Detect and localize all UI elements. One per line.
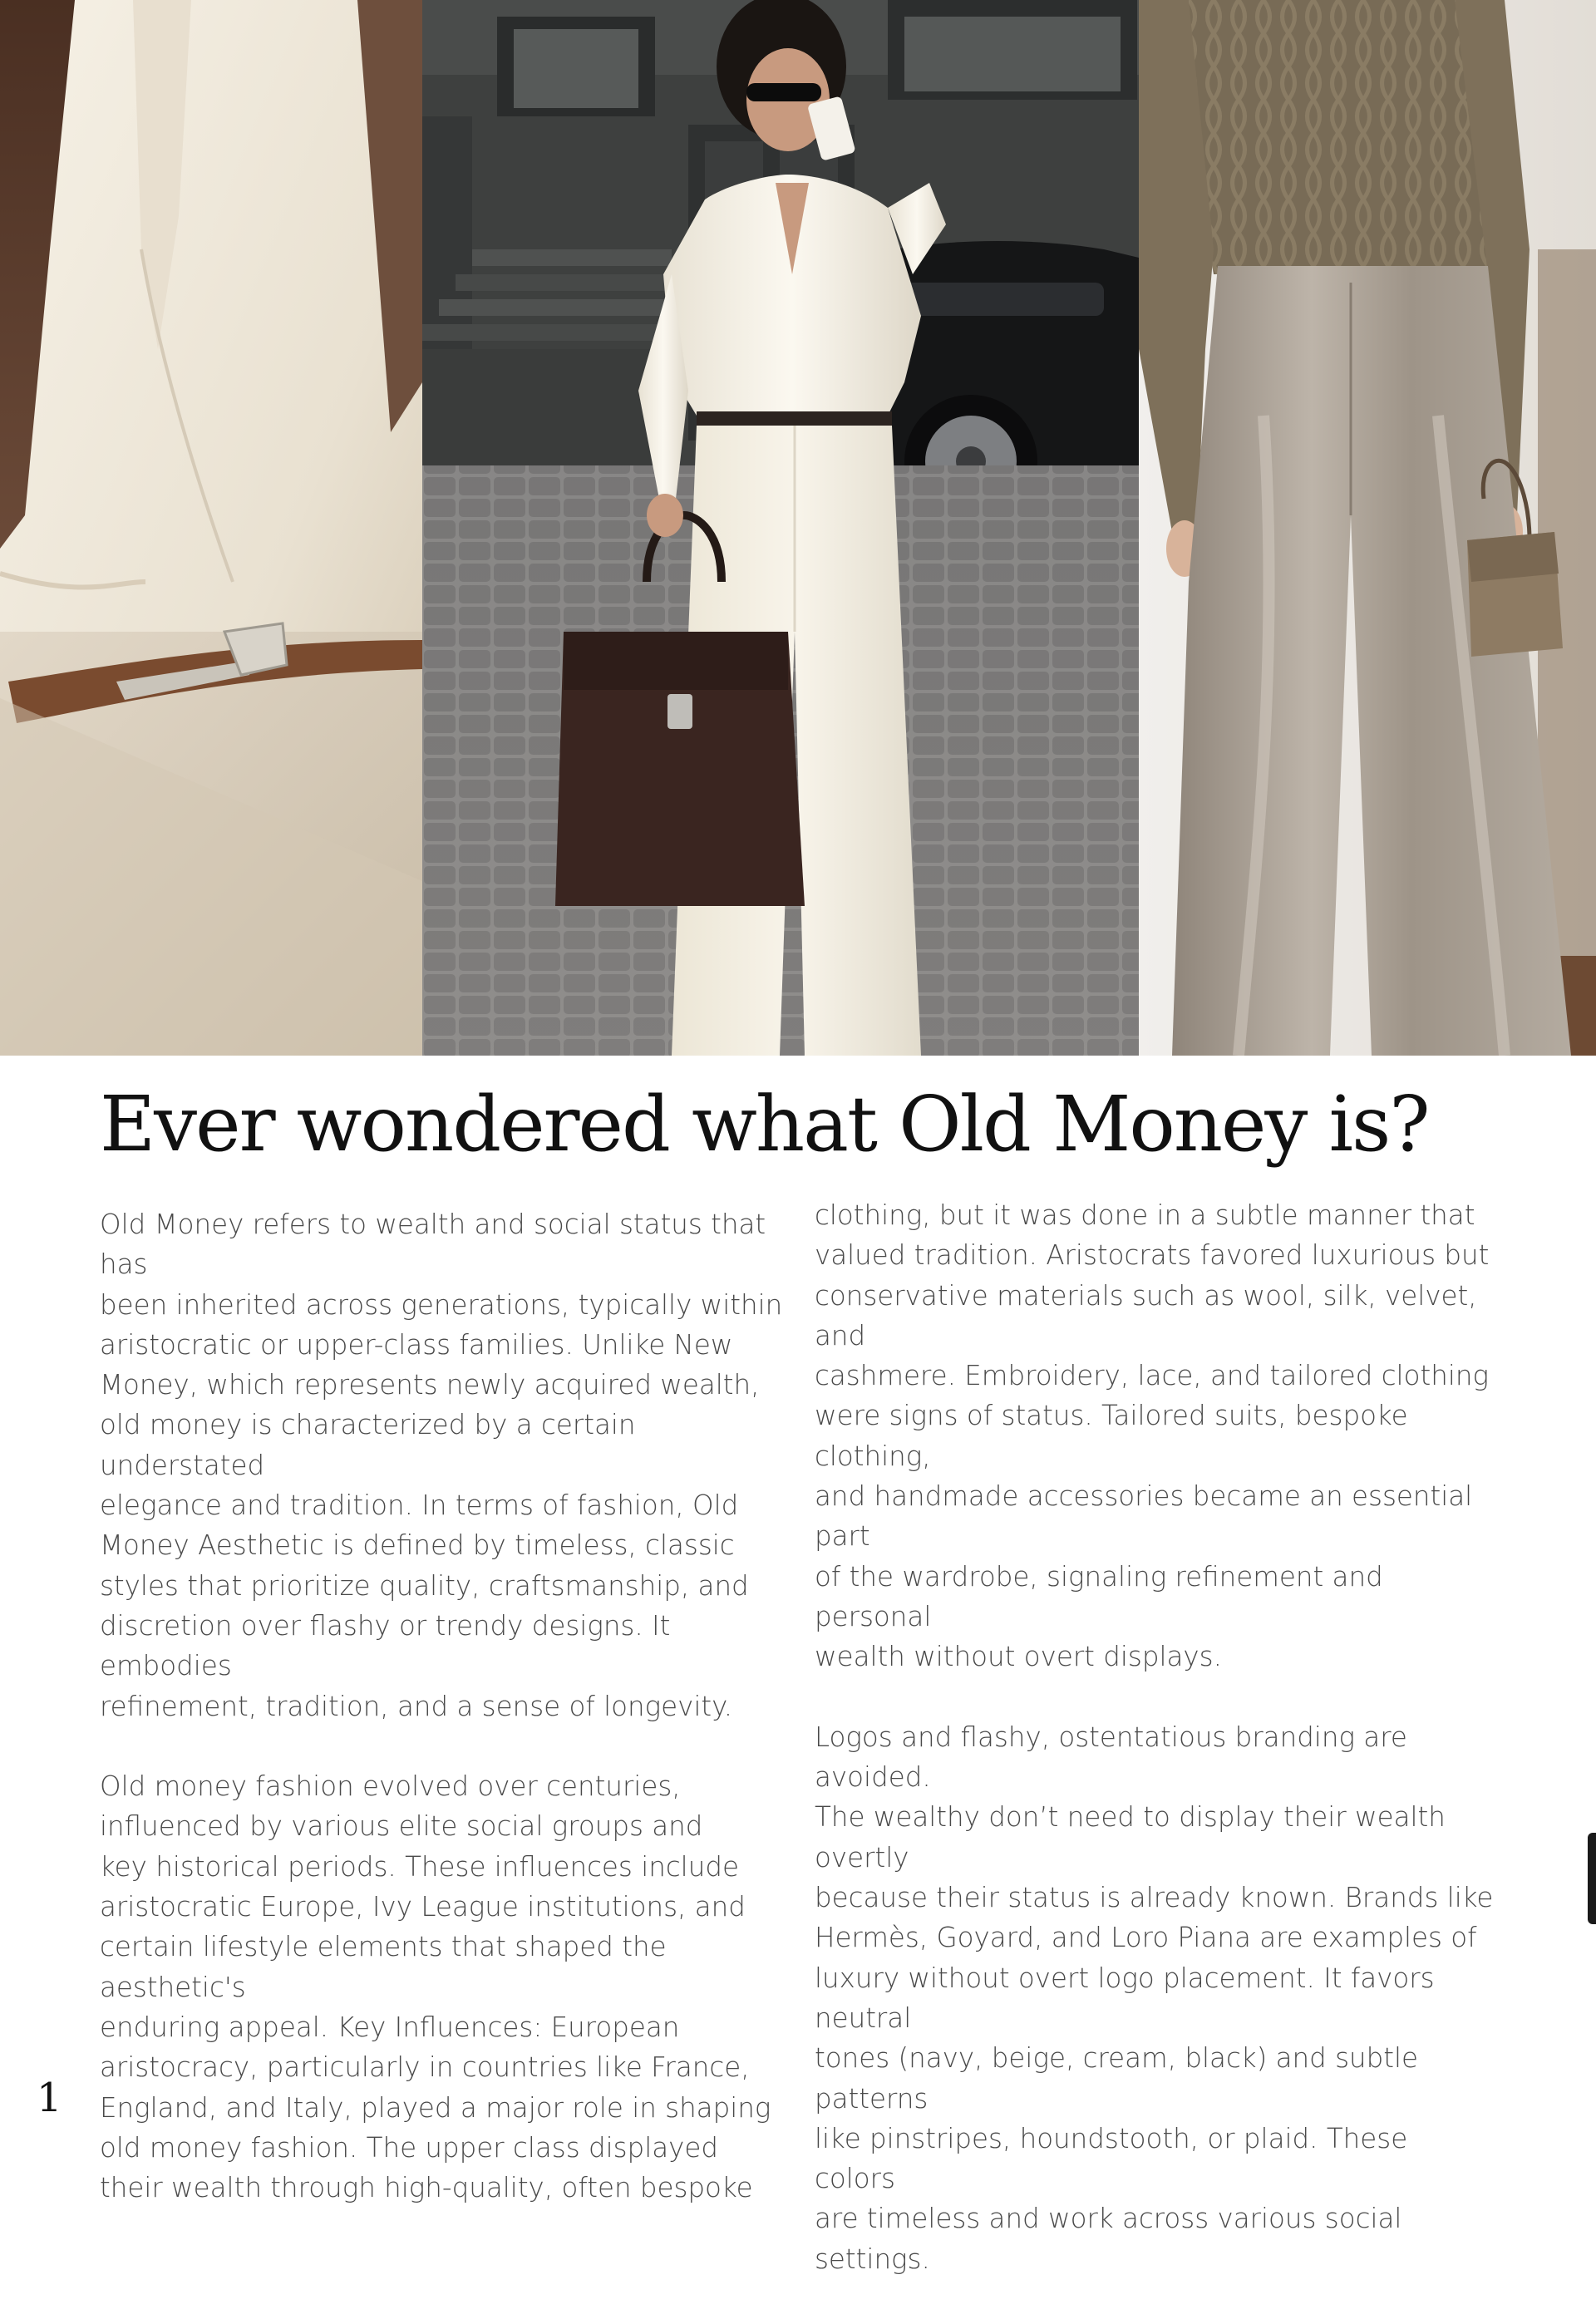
article-column-right — [815, 1195, 1496, 2319]
photo-collage — [0, 0, 1596, 1056]
photo-blouse-belt — [0, 0, 422, 1056]
page-number: 1 — [37, 2075, 62, 2121]
paragraph-materials: clothing, but it was done in a subtle manner that valued tradition. Aristocrats favored luxurious but conservative materials such as wool, silk, velvet, and cashmere. Embroidery, lace, and tailored clothing were signs of status. Tailored suits, bespoke clothing, and handmade accessories became an essential part of the wardrobe, signaling refinement and personal wealth without overt displays. — [815, 1199, 1490, 1673]
paragraph-history: Old money fashion evolved over centuries, influenced by various elite social groups and key historical periods. These influences include aristocratic Europe, Ivy League institutions, and certain lifestyle elements that shaped the aesthetic's enduring appeal. Key Influences: European aristocracy, particularly in countries like France, England, and Italy, played a major role in shaping old money fashion. The upper class displayed their wealth through high-quality, often bespoke — [100, 1770, 771, 2204]
page-title: Ever wondered what Old Money is? — [100, 1080, 1429, 1169]
page-edge-tab — [1588, 1833, 1596, 1924]
paragraph-definition: Old Money refers to wealth and social status that has been inherited across generations, typically within aristocratic or upper-class families. Unlike New Money, which represents newly acquired wealth, old money is characterized by a certain understated elegance and tradition. In terms of fashion, Old Money Aesthetic is defined by timeless, classic styles that prioritize quality, craftsmanship, and discretion over flashy or trendy designs. It embodies refinement, tradition, and a sense of longevity. — [100, 1209, 783, 1722]
photo-street-outfit — [422, 0, 1139, 1056]
photo-knit-satin — [1139, 0, 1596, 1056]
paragraph-branding: Logos and flashy, ostentatious branding are avoided. The wealthy don’t need to display their wealth overtly because their status is already known. Brands like Hermès, Goyard, and Loro Piana are examples of luxury without overt logo placement. It favors neutral tones (navy, beige, cream, black) and subtle patterns like pinstripes, houndstooth, or plaid. These colors are timeless and work across various social settings. — [815, 1721, 1494, 2275]
article-column-left — [100, 1204, 790, 2248]
